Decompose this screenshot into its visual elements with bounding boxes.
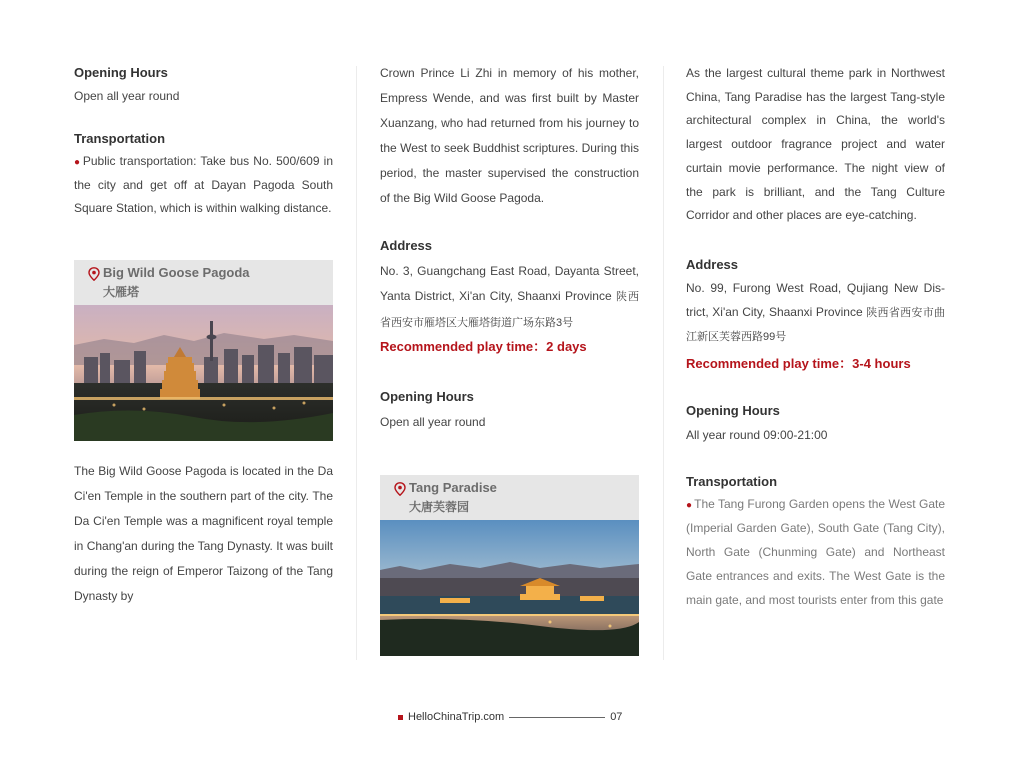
opening-hours-text: Open all year round bbox=[74, 89, 180, 103]
card-title: Tang Paradise bbox=[409, 480, 497, 495]
transportation-text bbox=[74, 150, 333, 220]
address-heading: Address bbox=[686, 256, 739, 272]
attraction-card-big-wild-goose-pagoda bbox=[74, 260, 333, 441]
address-text-english: No. 3, Guangchang East Road, Dayanta Street, Yanta District, Xi'an City, Shaanxi Province bbox=[380, 264, 639, 303]
location-pin-icon bbox=[88, 267, 100, 281]
recommended-play-time: Recommended play time：2 days bbox=[380, 339, 587, 354]
column-3 bbox=[686, 62, 945, 612]
column-divider-1 bbox=[356, 66, 357, 660]
transportation-text-content: The Tang Furong Garden opens the West Gate (Imperial Garden Gate), South Gate (Tang City), North Gate (Chunming Gate) and Northeast Gate entrances and exits. The West Gate is the main gate, and most tourists enter from this gate bbox=[686, 496, 945, 607]
card-title-chinese: 大唐芙蓉园 bbox=[409, 500, 470, 514]
footer-square-icon bbox=[398, 715, 403, 720]
address-text bbox=[380, 259, 639, 336]
address-text bbox=[686, 277, 945, 350]
footer-site-link[interactable]: HelloChinaTrip.com bbox=[408, 711, 505, 723]
big-wild-goose-pagoda-photo bbox=[74, 305, 333, 441]
address-text-chinese: 陕西省西安市曲江新区芙蓉西路99号 bbox=[686, 306, 945, 344]
pagoda-description-continued: Crown Prince Li Zhi in memory of his mother, Empress Wende, and was first built by Master Xuanzang, who had returned from his journey to the West to seek Buddhist scriptures. During this period, the master supervised the construction of the Big Wild Goose Pagoda. bbox=[380, 66, 639, 205]
opening-hours-heading: Opening Hours bbox=[74, 65, 168, 80]
transportation-text-content: Public transportation: Take bus No. 500/609 in the city and get off at Dayan Pagoda South Square Station, which is within walking distance. bbox=[74, 154, 333, 215]
bullet-icon: ● bbox=[74, 157, 81, 168]
location-pin-icon bbox=[394, 482, 406, 496]
address-text-chinese: 陕西省西安市雁塔区大雁塔街道广场东路3号 bbox=[380, 291, 639, 329]
attraction-card-tang-paradise bbox=[380, 475, 639, 656]
pagoda-description: The Big Wild Goose Pagoda is located in the Da Ci'en Temple in the southern part of the city. The Da Ci'en Temple was a magnificent royal temple in Chang'an during the Tang Dynasty. It was built during the reign of Emperor Taizong of the Tang Dynasty by bbox=[74, 464, 333, 603]
card-title: Big Wild Goose Pagoda bbox=[103, 265, 250, 280]
opening-hours-text: Open all year round bbox=[380, 415, 486, 429]
transportation-text bbox=[686, 493, 945, 613]
recommended-play-time: Recommended play time：3-4 hours bbox=[686, 356, 911, 372]
footer-divider-line bbox=[509, 717, 605, 718]
page-footer bbox=[398, 709, 622, 725]
column-divider-2 bbox=[663, 66, 664, 660]
transportation-heading: Transportation bbox=[686, 473, 778, 489]
opening-hours-heading: Opening Hours bbox=[686, 403, 780, 419]
opening-hours-text: All year round 09:00-21:00 bbox=[686, 428, 828, 443]
column-1 bbox=[74, 62, 333, 609]
card-title-chinese: 大雁塔 bbox=[103, 285, 140, 299]
address-text-english: No. 99, Furong West Road, Qujiang New District, Xi'an City, Shaanxi Province bbox=[686, 280, 945, 319]
tang-paradise-photo bbox=[380, 520, 639, 656]
transportation-heading: Transportation bbox=[74, 131, 166, 146]
tang-paradise-description: As the largest cultural theme park in Northwest China, Tang Paradise has the largest Tang-style architectural complex in China, the world's largest outdoor fragrance project and water curtain movie performance. The night view of the park is brilliant, and the Tang Culture Corridor and other places are eye-catching. bbox=[686, 66, 945, 223]
card-header bbox=[380, 475, 639, 520]
column-2 bbox=[380, 62, 639, 514]
card-header bbox=[74, 260, 333, 305]
bullet-icon: ● bbox=[686, 499, 693, 511]
address-heading: Address bbox=[380, 238, 433, 253]
page-number: 07 bbox=[610, 711, 623, 723]
opening-hours-heading: Opening Hours bbox=[380, 389, 474, 404]
